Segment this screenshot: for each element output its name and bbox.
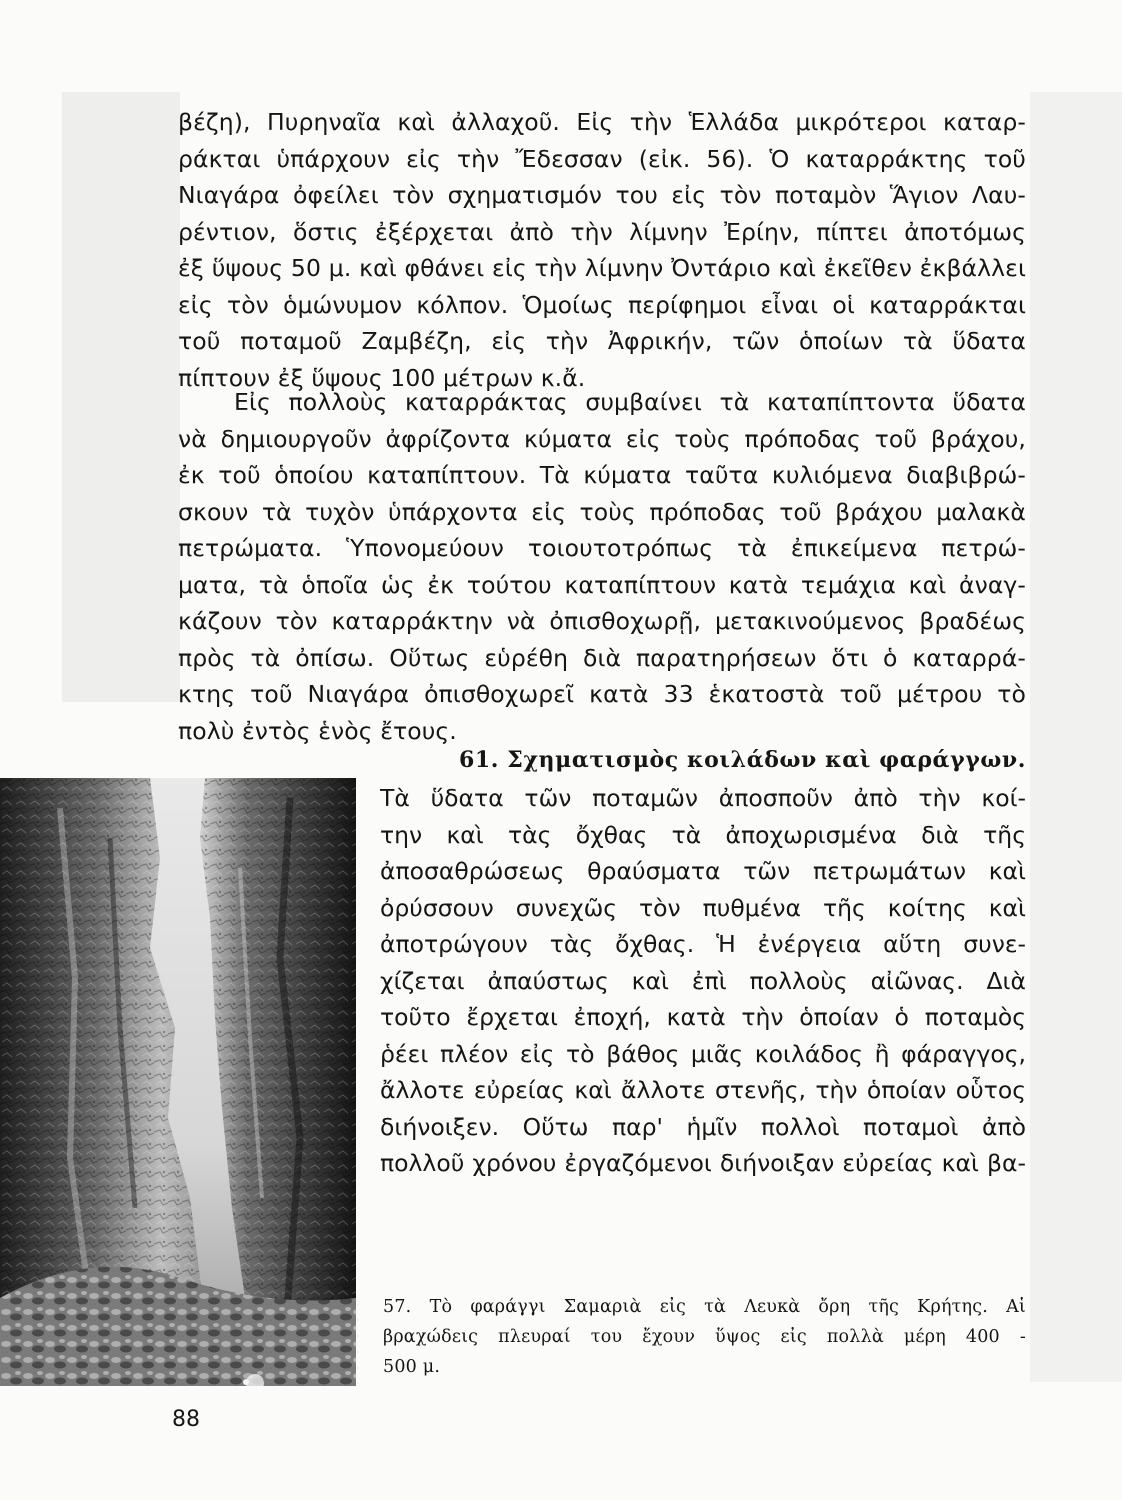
text-line: πρὸς τὰ ὀπίσω. Οὕτως εὑρέθη διὰ παρατηρήσεων ὅτι ὁ καταρρά- bbox=[178, 643, 1026, 672]
text-line: ἀποσαθρώσεως θραύσματα τῶν πετρωμάτων καὶ bbox=[380, 857, 1026, 885]
text-line: Εἰς πολλοὺς καταρράκτας συμβαίνει τὰ καταπίπτοντα ὕδατα bbox=[234, 388, 1026, 416]
text-line: ἐξ ὕψους 50 μ. καὶ φθάνει εἰς τὴν λίμνην Ὀντάριο καὶ ἐκεῖθεν ἐκβάλλει bbox=[178, 254, 1026, 282]
text-line: χίζεται ἀπαύστως καὶ ἐπὶ πολλοὺς αἰῶνας. Διὰ bbox=[380, 966, 1026, 995]
section-heading: 61. Σχηματισμὸς κοιλάδων καὶ φαράγγων. bbox=[458, 747, 1026, 773]
text-line: κάζουν τὸν καταρράκτην νὰ ὀπισθοχωρῇ, μετακινούμενος βραδέως bbox=[178, 607, 1026, 635]
text-line: ἀποτρώγουν τὰς ὄχθας. Ἡ ἐνέργεια αὕτη συνε- bbox=[380, 930, 1026, 958]
text-line: Τὰ ὕδατα τῶν ποταμῶν ἀποσποῦν ἀπὸ τὴν κοί- bbox=[380, 784, 1026, 812]
text-line: την καὶ τὰς ὄχθας τὰ ἀποχωρισμένα διὰ τῆς bbox=[380, 820, 1026, 849]
text-line: ἐκ τοῦ ὁποίου καταπίπτουν. Τὰ κύματα ταῦτα κυλιόμενα διαβιβρώ- bbox=[178, 461, 1026, 489]
text-line: νὰ δημιουργοῦν ἀφρίζοντα κύματα εἰς τοὺς πρόποδας τοῦ βράχου, bbox=[178, 424, 1026, 453]
text-line: ἄλλοτε εὐρείας καὶ ἄλλοτε στενῆς, τὴν ὁποίαν οὗτος bbox=[380, 1076, 1026, 1104]
text-line: πολλοῦ χρόνου ἐργαζόμενοι διήνοιξαν εὐρείας καὶ βα- bbox=[380, 1149, 1026, 1177]
text-line: διήνοιξεν. Οὕτω παρ' ἡμῖν πολλοὶ ποταμοὶ ἀπὸ bbox=[380, 1112, 1026, 1141]
text-line: ράκται ὑπάρχουν εἰς τὴν Ἔδεσσαν (εἰκ. 56). Ὁ καταρράκτης τοῦ bbox=[178, 144, 1026, 173]
caption-line: βραχώδεις πλευραί του ἔχουν ὕψος εἰς πολλὰ μέρη 400 - bbox=[383, 1327, 1026, 1347]
text-line: πετρώματα. Ὑπονομεύουν τοιουτοτρόπως τὰ ἐπικείμενα πετρώ- bbox=[178, 534, 1026, 562]
text-line: ματα, τὰ ὁποῖα ὡς ἐκ τούτου καταπίπτουν κατὰ τεμάχια καὶ ἀναγ- bbox=[178, 570, 1026, 599]
column-paragraph bbox=[380, 780, 1026, 1182]
text-line: πολὺ ἐντὸς ἑνὸς ἔτους. bbox=[178, 716, 457, 745]
text-line: σκουν τὰ τυχὸν ὑπάρχοντα εἰς τοὺς πρόποδας τοῦ βράχου μαλακὰ bbox=[178, 497, 1026, 526]
text-line: Νιαγάρα ὀφείλει τὸν σχηματισμόν του εἰς τὸν ποταμὸν Ἅγιον Λαυ- bbox=[178, 181, 1026, 209]
second-paragraph bbox=[178, 384, 1026, 749]
page-number: 88 bbox=[172, 1407, 200, 1432]
caption-line: 57. Τὸ φαράγγι Σαμαριὰ εἰς τὰ Λευκὰ ὄρη τῆς Κρήτης. Αἱ bbox=[383, 1297, 1026, 1317]
text-line: κτης τοῦ Νιαγάρα ὀπισθοχωρεῖ κατὰ 33 ἑκατοστὰ τοῦ μέτρου τὸ bbox=[178, 680, 1026, 708]
text-line: τοῦτο ἔρχεται ἐποχή, κατὰ τὴν ὁποίαν ὁ ποταμὸς bbox=[380, 1003, 1026, 1031]
show-through-left bbox=[62, 92, 180, 702]
text-line: ρέντιον, ὅστις ἐξέρχεται ἀπὸ τὴν λίμνην Ἐρίην, πίπτει ἀποτόμως bbox=[178, 217, 1026, 246]
text-line: τοῦ ποταμοῦ Ζαμβέζη, εἰς τὴν Ἀφρικήν, τῶν ὁποίων τὰ ὕδατα bbox=[178, 327, 1026, 355]
text-line: εἰς τὸν ὁμώνυμον κόλπον. Ὁμοίως περίφημοι εἶναι οἱ καταρράκται bbox=[178, 290, 1026, 319]
gorge-photo bbox=[0, 778, 356, 1386]
show-through-right bbox=[1030, 92, 1122, 1382]
caption-line: 500 μ. bbox=[383, 1357, 441, 1377]
text-line: βέζη), Πυρηναῖα καὶ ἀλλαχοῦ. Εἰς τὴν Ἑλλάδα μικρότεροι καταρ- bbox=[178, 108, 1026, 136]
text-line: ῥέει πλέον εἰς τὸ βάθος μιᾶς κοιλάδος ἢ φάραγγος, bbox=[380, 1039, 1026, 1068]
text-line: πίπτουν ἐξ ὕψους 100 μέτρων κ.ἄ. bbox=[178, 363, 586, 392]
figure-caption bbox=[383, 1292, 1026, 1382]
text-line: ὀρύσσουν συνεχῶς τὸν πυθμένα τῆς κοίτης καὶ bbox=[380, 893, 1026, 922]
top-paragraph bbox=[178, 104, 1026, 396]
